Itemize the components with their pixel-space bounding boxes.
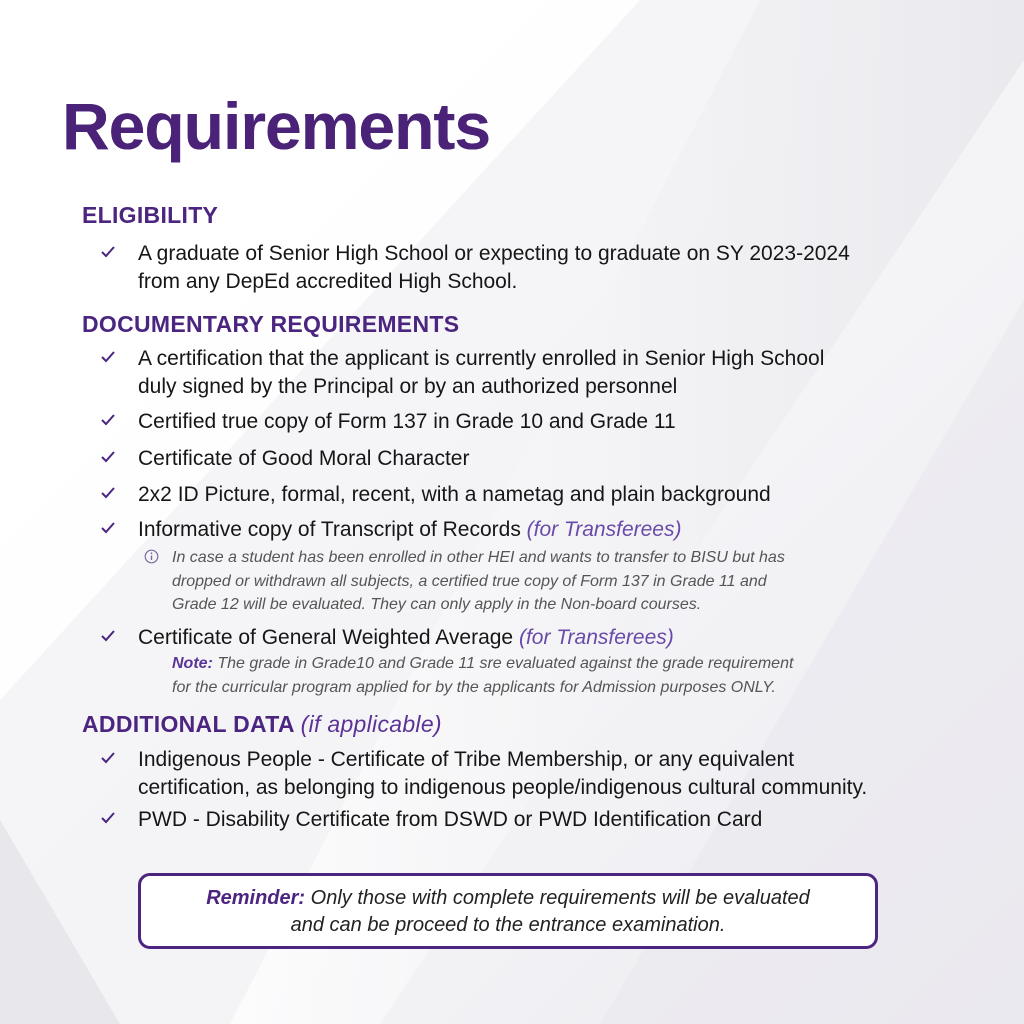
documentary-item-text: Certificate of Good Moral Character bbox=[138, 447, 470, 470]
check-icon bbox=[100, 482, 116, 502]
documentary-item-line1: A certification that the applicant is currently enrolled in Senior High School bbox=[138, 347, 825, 370]
reminder-box bbox=[138, 873, 878, 949]
reminder-label: Reminder: bbox=[206, 887, 306, 909]
info-line: In case a student has been enrolled in other HEI and wants to transfer to BISU but has bbox=[172, 549, 785, 566]
eligibility-item-line1: A graduate of Senior High School or expecting to graduate on SY 2023-2024 bbox=[138, 242, 850, 265]
check-icon bbox=[100, 517, 116, 537]
page-title: Requirements bbox=[62, 89, 491, 163]
check-icon bbox=[100, 346, 116, 366]
documentary-item-text: 2x2 ID Picture, formal, recent, with a nametag and plain background bbox=[138, 483, 771, 506]
eligibility-item-line2: from any DepEd accredited High School. bbox=[138, 270, 518, 293]
documentary-heading: DOCUMENTARY REQUIREMENTS bbox=[82, 311, 460, 337]
check-icon bbox=[100, 446, 116, 466]
check-icon bbox=[100, 747, 116, 767]
additional-item-line2: certification, as belonging to indigenous people/indigenous cultural community. bbox=[138, 776, 868, 799]
additional-heading-sub: (if applicable) bbox=[300, 711, 442, 737]
transferees-tag: (for Transferees) bbox=[518, 626, 674, 649]
reminder-line1: Only those with complete requirements will be evaluated bbox=[305, 887, 810, 909]
documentary-item-text: Certified true copy of Form 137 in Grade 10 and Grade 11 bbox=[138, 410, 676, 433]
documentary-item-text: Certificate of General Weighted Average bbox=[138, 626, 519, 649]
additional-heading-text: ADDITIONAL DATA bbox=[82, 711, 294, 737]
additional-heading bbox=[82, 711, 442, 738]
note-line: for the curricular program applied for by the applicants for Admission purposes ONLY. bbox=[172, 678, 776, 696]
note-label: Note: bbox=[172, 655, 213, 672]
documentary-item-line2: duly signed by the Principal or by an authorized personnel bbox=[138, 375, 678, 398]
reminder-line2: and can be proceed to the entrance examination. bbox=[290, 914, 726, 936]
transferees-tag: (for Transferees) bbox=[526, 518, 682, 541]
check-icon bbox=[100, 409, 116, 429]
eligibility-heading: ELIGIBILITY bbox=[82, 202, 219, 228]
additional-item-text: PWD - Disability Certificate from DSWD or PWD Identification Card bbox=[138, 808, 763, 831]
check-icon bbox=[100, 625, 116, 645]
check-icon bbox=[100, 807, 116, 827]
note-line: The grade in Grade10 and Grade 11 sre evaluated against the grade requirement bbox=[212, 655, 794, 672]
info-line: dropped or withdrawn all subjects, a certified true copy of Form 137 in Grade 11 and bbox=[172, 572, 767, 590]
check-icon bbox=[100, 241, 116, 261]
info-line: Grade 12 will be evaluated. They can only apply in the Non-board courses. bbox=[172, 596, 702, 613]
info-icon bbox=[144, 549, 159, 564]
documentary-item-text: Informative copy of Transcript of Records bbox=[138, 518, 527, 541]
additional-item-line1: Indigenous People - Certificate of Tribe Membership, or any equivalent bbox=[138, 748, 795, 771]
